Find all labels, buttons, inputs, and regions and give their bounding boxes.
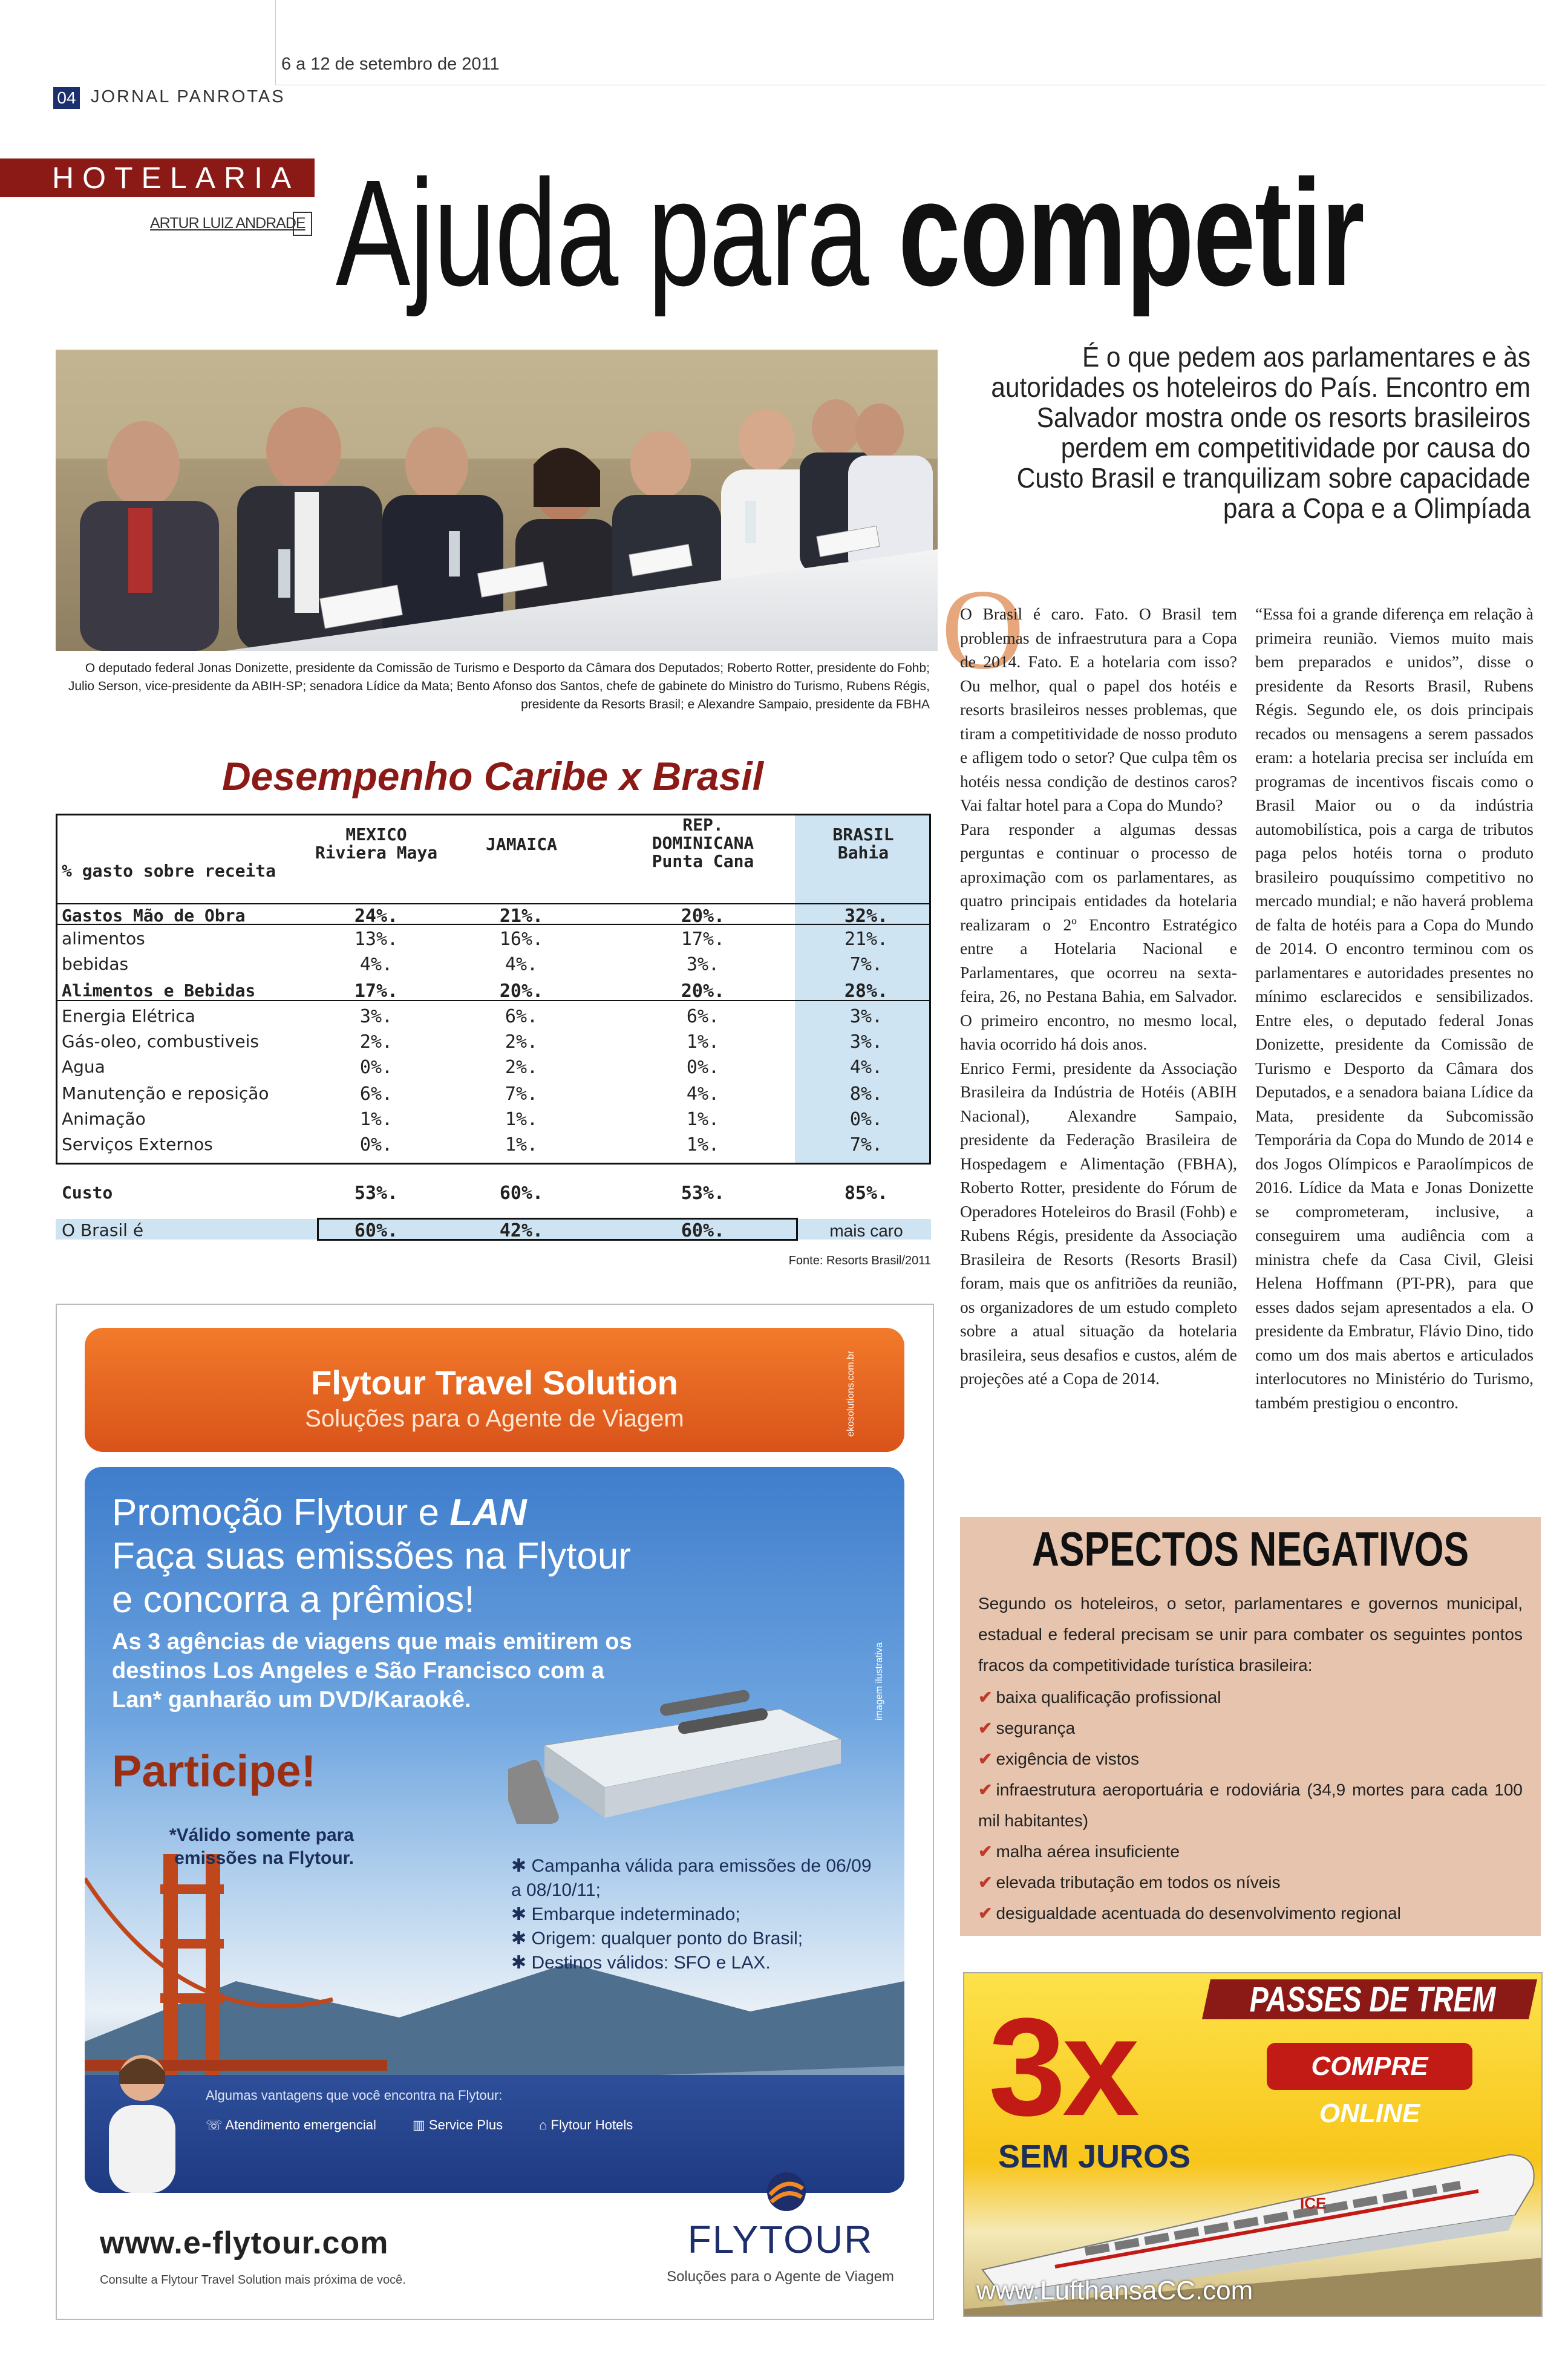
- check-icon: ✔: [978, 1873, 993, 1892]
- author-byline: ARTUR LUIZ ANDRADE: [150, 215, 305, 232]
- row-header: % gasto sobre receita: [62, 861, 276, 881]
- comparison-mexico: 60%.: [354, 1220, 399, 1241]
- table-row-label: bebidas: [62, 954, 129, 974]
- installments-number: 3x: [988, 1989, 1136, 2145]
- promo-cta[interactable]: Participe!: [112, 1746, 316, 1796]
- table-cell: 6%.: [686, 1006, 720, 1027]
- table-cell: 2%.: [359, 1031, 393, 1053]
- table-cell: 1%.: [686, 1134, 720, 1155]
- total-jamaica: 60%.: [499, 1183, 544, 1204]
- table-cell: 4%.: [505, 954, 538, 975]
- table-cell: 16%.: [499, 929, 544, 950]
- table-cell: 1%.: [505, 1109, 538, 1130]
- article-paragraph: O Brasil é caro. Fato. O Brasil tem problemas de infraestrutura para a Copa de 2014. Fato. E a hotelaria com isso? Ou melhor, qual o papel dos hotéis e resorts brasileiros nesses problemas, que tiram a competitividade de nosso produto e afligem todo o setor? Que culpa têm os hotéis nessa condição de destinos caros? Vai faltar hotel para a Copa do Mundo?: [960, 604, 1237, 814]
- headline-part2: competir: [898, 148, 1364, 317]
- table-cell: 32%.: [844, 906, 889, 927]
- table-row-label: Manutenção e reposição: [62, 1083, 269, 1103]
- col-header-bahia: BRASIL Bahia: [832, 825, 894, 863]
- aspecto-item: [978, 1743, 1139, 1774]
- table-row-label: Gás-oleo, combustiveis: [62, 1031, 259, 1051]
- lufthansa-url[interactable]: www.LufthansaCC.com: [976, 2276, 1253, 2305]
- meeting-photo-svg: [56, 350, 938, 651]
- comparison-dominicana: 60%.: [681, 1220, 725, 1241]
- promo-bullet: ✱ Destinos válidos: SFO e LAX.: [511, 1953, 771, 1973]
- advantage-service-plus: ▥ Service Plus: [412, 2117, 503, 2132]
- article-dek: É o que pedem aos parlamentares e às autoridades os hoteleiros do País. Encontro em Salvador mostra onde os resorts brasileiros perdem em competitividade por causa do Custo Brasil e tranquilizam sobre capacidade para a Copa e a Olimpíada: [991, 341, 1530, 524]
- promo-bullet: ✱ Origem: qualquer ponto do Brasil;: [511, 1929, 803, 1949]
- article-paragraph: Enrico Fermi, presidente da Associação Brasileira da Indústria de Hotéis (ABIH Nacional), Alexandre Sampaio, presidente da Federação Brasileira de Hospedagem e Alimentação (FBHA), Roberto Rotter, presidente do Fórum de Operadores Hoteleiros do Brasil (Fohb) e Rubens Régis, presidente da Associação Brasileira de Resorts (Resorts Brasil) foram, mais que os anfitriões da reunião, os organizadores de um estudo completo sobre a atual situação da hotelaria brasileira, seus desafios e custos, além de projeções até a Copa de 2014.: [960, 1058, 1237, 1388]
- advantage-hotels: ⌂ Flytour Hotels: [539, 2117, 633, 2132]
- table-cell: 6%.: [359, 1083, 393, 1105]
- table-cell: 0%.: [359, 1057, 393, 1078]
- aspecto-item: [978, 1713, 1075, 1743]
- table-row-label: Animação: [62, 1109, 146, 1129]
- table-cell: 0%.: [686, 1057, 720, 1078]
- table-cell: 1%.: [505, 1134, 538, 1155]
- agency-tag: ekosolutions.com.br: [846, 1350, 856, 1437]
- table-cell: 6%.: [505, 1006, 538, 1027]
- table-cell: 20%.: [681, 981, 725, 1002]
- table-cell: 7%.: [505, 1083, 538, 1105]
- aspecto-item: [978, 1836, 1180, 1867]
- advantages-list: [206, 2117, 633, 2133]
- table-cell: 3%.: [686, 954, 720, 975]
- col-header-mexico: MEXICO Riviera Maya: [315, 825, 438, 863]
- section-label: HOTELARIA: [0, 158, 315, 197]
- table-cell: 3%.: [359, 1006, 393, 1027]
- headline: [336, 148, 1364, 317]
- table-cell: 4%.: [686, 1083, 720, 1105]
- check-icon: ✔: [978, 1688, 993, 1707]
- total-bahia: 85%.: [844, 1183, 889, 1204]
- check-icon: ✔: [978, 1719, 993, 1737]
- table-cell: 28%.: [844, 981, 889, 1002]
- aspectos-intro: Segundo os hoteleiros, o setor, parlamentares e governos municipal, estadual e federal precisam se unir para combater os seguintes pontos fracos da competitividade turística brasileira:: [978, 1594, 1523, 1674]
- lufthansa-ad[interactable]: [963, 1972, 1543, 2317]
- advantage-emergency: ☏ Atendimento emergencial: [206, 2117, 376, 2132]
- table-cell: 2%.: [505, 1031, 538, 1053]
- table-cell: 13%.: [354, 929, 399, 950]
- meeting-photo: [56, 350, 938, 651]
- buy-online-button[interactable]: COMPRE ONLINE: [1267, 2043, 1472, 2090]
- issue-date: 6 a 12 de setembro de 2011: [281, 54, 500, 74]
- check-icon: ✔: [978, 1749, 993, 1768]
- total-label: Custo: [62, 1183, 113, 1203]
- promo-bullets: [511, 1854, 874, 1975]
- table-cell: 0%.: [359, 1134, 393, 1155]
- table-row-label: Gastos Mão de Obra: [62, 906, 246, 926]
- table-cell: 8%.: [849, 1083, 883, 1105]
- article-column-2: [1255, 602, 1534, 1414]
- aspecto-item: [978, 1898, 1401, 1929]
- flytour-logo-subtitle: Soluções para o Agente de Viagem: [667, 2269, 894, 2285]
- promo-note: *Válido somente para emissões na Flytour.: [169, 1825, 354, 1868]
- table-row-label: alimentos: [62, 929, 145, 949]
- aspecto-text: segurança: [996, 1719, 1076, 1737]
- table-rule: [56, 903, 931, 904]
- passes-headline: PASSES DE TREM: [1249, 1980, 1496, 2019]
- headline-part1: Ajuda para: [336, 148, 898, 317]
- aspecto-text: infraestrutura aeroportuária e rodoviária (34,9 mortes para cada 100 mil habitantes): [978, 1780, 1523, 1830]
- header-divider-vertical: [275, 0, 276, 85]
- table-title: Desempenho Caribe x Brasil: [222, 754, 763, 799]
- photo-caption: O deputado federal Jonas Donizette, presidente da Comissão de Turismo e Desporto da Câmara dos Deputados; Roberto Rotter, presidente do Fohb; Julio Serson, vice-presidente da ABIH-SP; senadora Lídice da Mata; Bento Afonso dos Santos, chefe de gabinete do Ministro do Turismo, Rubens Régis, presidente da Resorts Brasil; e Alexandre Sampaio, presidente da FBHA: [68, 661, 930, 711]
- table-cell: 3%.: [849, 1006, 883, 1027]
- aspecto-text: malha aérea insuficiente: [996, 1842, 1180, 1861]
- col-header-jamaica: JAMAICA: [485, 834, 557, 854]
- table-cell: 1%.: [686, 1109, 720, 1130]
- table-cell: 0%.: [849, 1109, 883, 1130]
- aspecto-text: baixa qualificação profissional: [996, 1688, 1221, 1707]
- article-paragraph: Para responder a algumas dessas perguntas e continuar o processo de aproximação com os parlamentares, as quatro principais entidades da hotelaria realizaram o 2º Encontro Estratégico entre a Hotelaria Nacional e Parlamentares, que ocorreu na sexta-feira, 26, no Pestana Bahia, em Salvador. O primeiro encontro, no mesmo local, havia ocorrido há dois anos.: [960, 819, 1237, 1053]
- aspecto-item: [978, 1682, 1221, 1713]
- flytour-consult: Consulte a Flytour Travel Solution mais próxima de você.: [100, 2273, 406, 2287]
- col-header-dominicana: REP. DOMINICANA Punta Cana: [652, 815, 754, 871]
- flytour-url[interactable]: www.e-flytour.com: [100, 2226, 389, 2261]
- article-column-1: [960, 602, 1237, 1391]
- total-mexico: 53%.: [354, 1183, 399, 1204]
- image-note: imagem ilustrativa: [874, 1642, 884, 1720]
- ice-mark: ICE: [1300, 2194, 1327, 2212]
- table-cell: 24%.: [354, 906, 399, 927]
- flytour-banner[interactable]: [85, 1328, 904, 1452]
- article-paragraph: “Essa foi a grande diferença em relação à primeira reunião. Viemos muito mais bem preparados e unidos”, disse o presidente da Resorts Brasil, Rubens Régis. Segundo ele, os dois principais recados ou mensagens a serem passados eram: a hotelaria precisa ser incluída em programas de incentivos fiscais como o Brasil Maior ou o da indústria automobilística, pois a carga de tributos paga pelos hotéis torna o produto brasileiro pouquíssimo competitivo no mercado mundial; e não haverá problema de falta de hotéis para a Copa do Mundo de 2014. O encontro terminou com os parlamentares e autoridades presentes no mínimo esclarecidos e sensibilizados. Entre eles, o deputado federal Jonas Donizette, presidente da Comissão de Turismo e Desporto da Câmara dos Deputados, e a senadora baiana Lídice da Mata, presidente da Subcomissão Temporária da Copa do Mundo de 2014 e dos Jogos Olímpicos e Paraolímpicos de 2016. Lídice da Mata e Jonas Donizette se comprometeram, inclusive, a conseguirem uma audiência com a ministra chefe da Casa Civil, Gleisi Helena Hoffmann (PT-PR), para que esses dados sejam apresentados a ela. O presidente da Embratur, Flávio Dino, tido como um dos mais abertos e articulados interlocutores no Ministério do Turismo, também prestigiou o encontro.: [1255, 604, 1534, 1412]
- lan-logo: LAN: [449, 1492, 527, 1534]
- check-icon: ✔: [978, 1780, 993, 1799]
- promo-offer: As 3 agências de viagens que mais emitirem os destinos Los Angeles e São Francisco com a Lan* ganharão um DVD/Karaokê.: [112, 1629, 632, 1713]
- table-row-label: Agua: [62, 1057, 105, 1077]
- table-cell: 20%.: [499, 981, 544, 1002]
- journal-name: JORNAL PANROTAS: [91, 87, 286, 106]
- table-row-label: Serviços Externos: [62, 1134, 213, 1154]
- aspecto-text: desigualdade acentuada do desenvolvimento regional: [996, 1904, 1401, 1923]
- aspecto-item: [978, 1774, 1523, 1836]
- aspecto-text: elevada tributação em todos os níveis: [996, 1873, 1281, 1892]
- table-row-label: Alimentos e Bebidas: [62, 981, 256, 1001]
- promo-headline: [112, 1491, 631, 1622]
- table-cell: 2%.: [505, 1057, 538, 1078]
- table-rule: [56, 1163, 931, 1165]
- promo-bullet: ✱ Embarque indeterminado;: [511, 1904, 740, 1924]
- table-cell: 4%.: [359, 954, 393, 975]
- comparison-label: O Brasil é: [62, 1220, 144, 1240]
- comparison-bahia: mais caro: [829, 1221, 903, 1240]
- table-cell: 3%.: [849, 1031, 883, 1053]
- check-icon: ✔: [978, 1842, 993, 1861]
- promo-line2: Faça suas emissões na Flytour: [112, 1535, 632, 1577]
- flytour-promo-panel: [85, 1467, 904, 2193]
- flytour-logo: FLYTOUR: [687, 2218, 874, 2261]
- table-source: Fonte: Resorts Brasil/2011: [788, 1254, 931, 1267]
- promo-bullet: ✱ Campanha válida para emissões de 06/09 a 08/10/11;: [511, 1856, 872, 1900]
- table-cell: 17%.: [354, 981, 399, 1002]
- dvd-karaoke-image: [508, 1673, 847, 1824]
- flytour-banner-title: Flytour Travel Solution: [311, 1364, 678, 1402]
- table-cell: 7%.: [849, 1134, 883, 1155]
- table-row-label: Energia Elétrica: [62, 1006, 195, 1026]
- comparison-jamaica: 42%.: [499, 1220, 544, 1241]
- table-cell: 7%.: [849, 954, 883, 975]
- table-cell: 17%.: [681, 929, 725, 950]
- table-cell: 20%.: [681, 906, 725, 927]
- aspecto-item: [978, 1867, 1281, 1898]
- installments-subtitle: SEM JUROS: [998, 2138, 1191, 2175]
- flytour-banner-subtitle: Soluções para o Agente de Viagem: [305, 1405, 684, 1432]
- flytour-globe-icon: [765, 2171, 808, 2213]
- page-number: 04: [53, 87, 80, 109]
- table-cell: 21%.: [499, 906, 544, 927]
- total-dominicana: 53%.: [681, 1183, 725, 1204]
- byline-box: [293, 212, 312, 236]
- attendant-illustration: [97, 2048, 188, 2193]
- aspectos-title: ASPECTOS NEGATIVOS: [1031, 1522, 1469, 1576]
- aspecto-text: exigência de vistos: [996, 1749, 1140, 1768]
- table-cell: 1%.: [686, 1031, 720, 1053]
- promo-line1: Promoção Flytour e: [112, 1492, 439, 1534]
- promo-line3: e concorra a prêmios!: [112, 1579, 475, 1621]
- drop-cap: O: [941, 566, 1025, 693]
- table-cell: 1%.: [359, 1109, 393, 1130]
- table-cell: 21%.: [844, 929, 889, 950]
- check-icon: ✔: [978, 1904, 993, 1923]
- advantages-title: Algumas vantagens que você encontra na Flytour:: [206, 2088, 503, 2103]
- table-cell: 4%.: [849, 1057, 883, 1078]
